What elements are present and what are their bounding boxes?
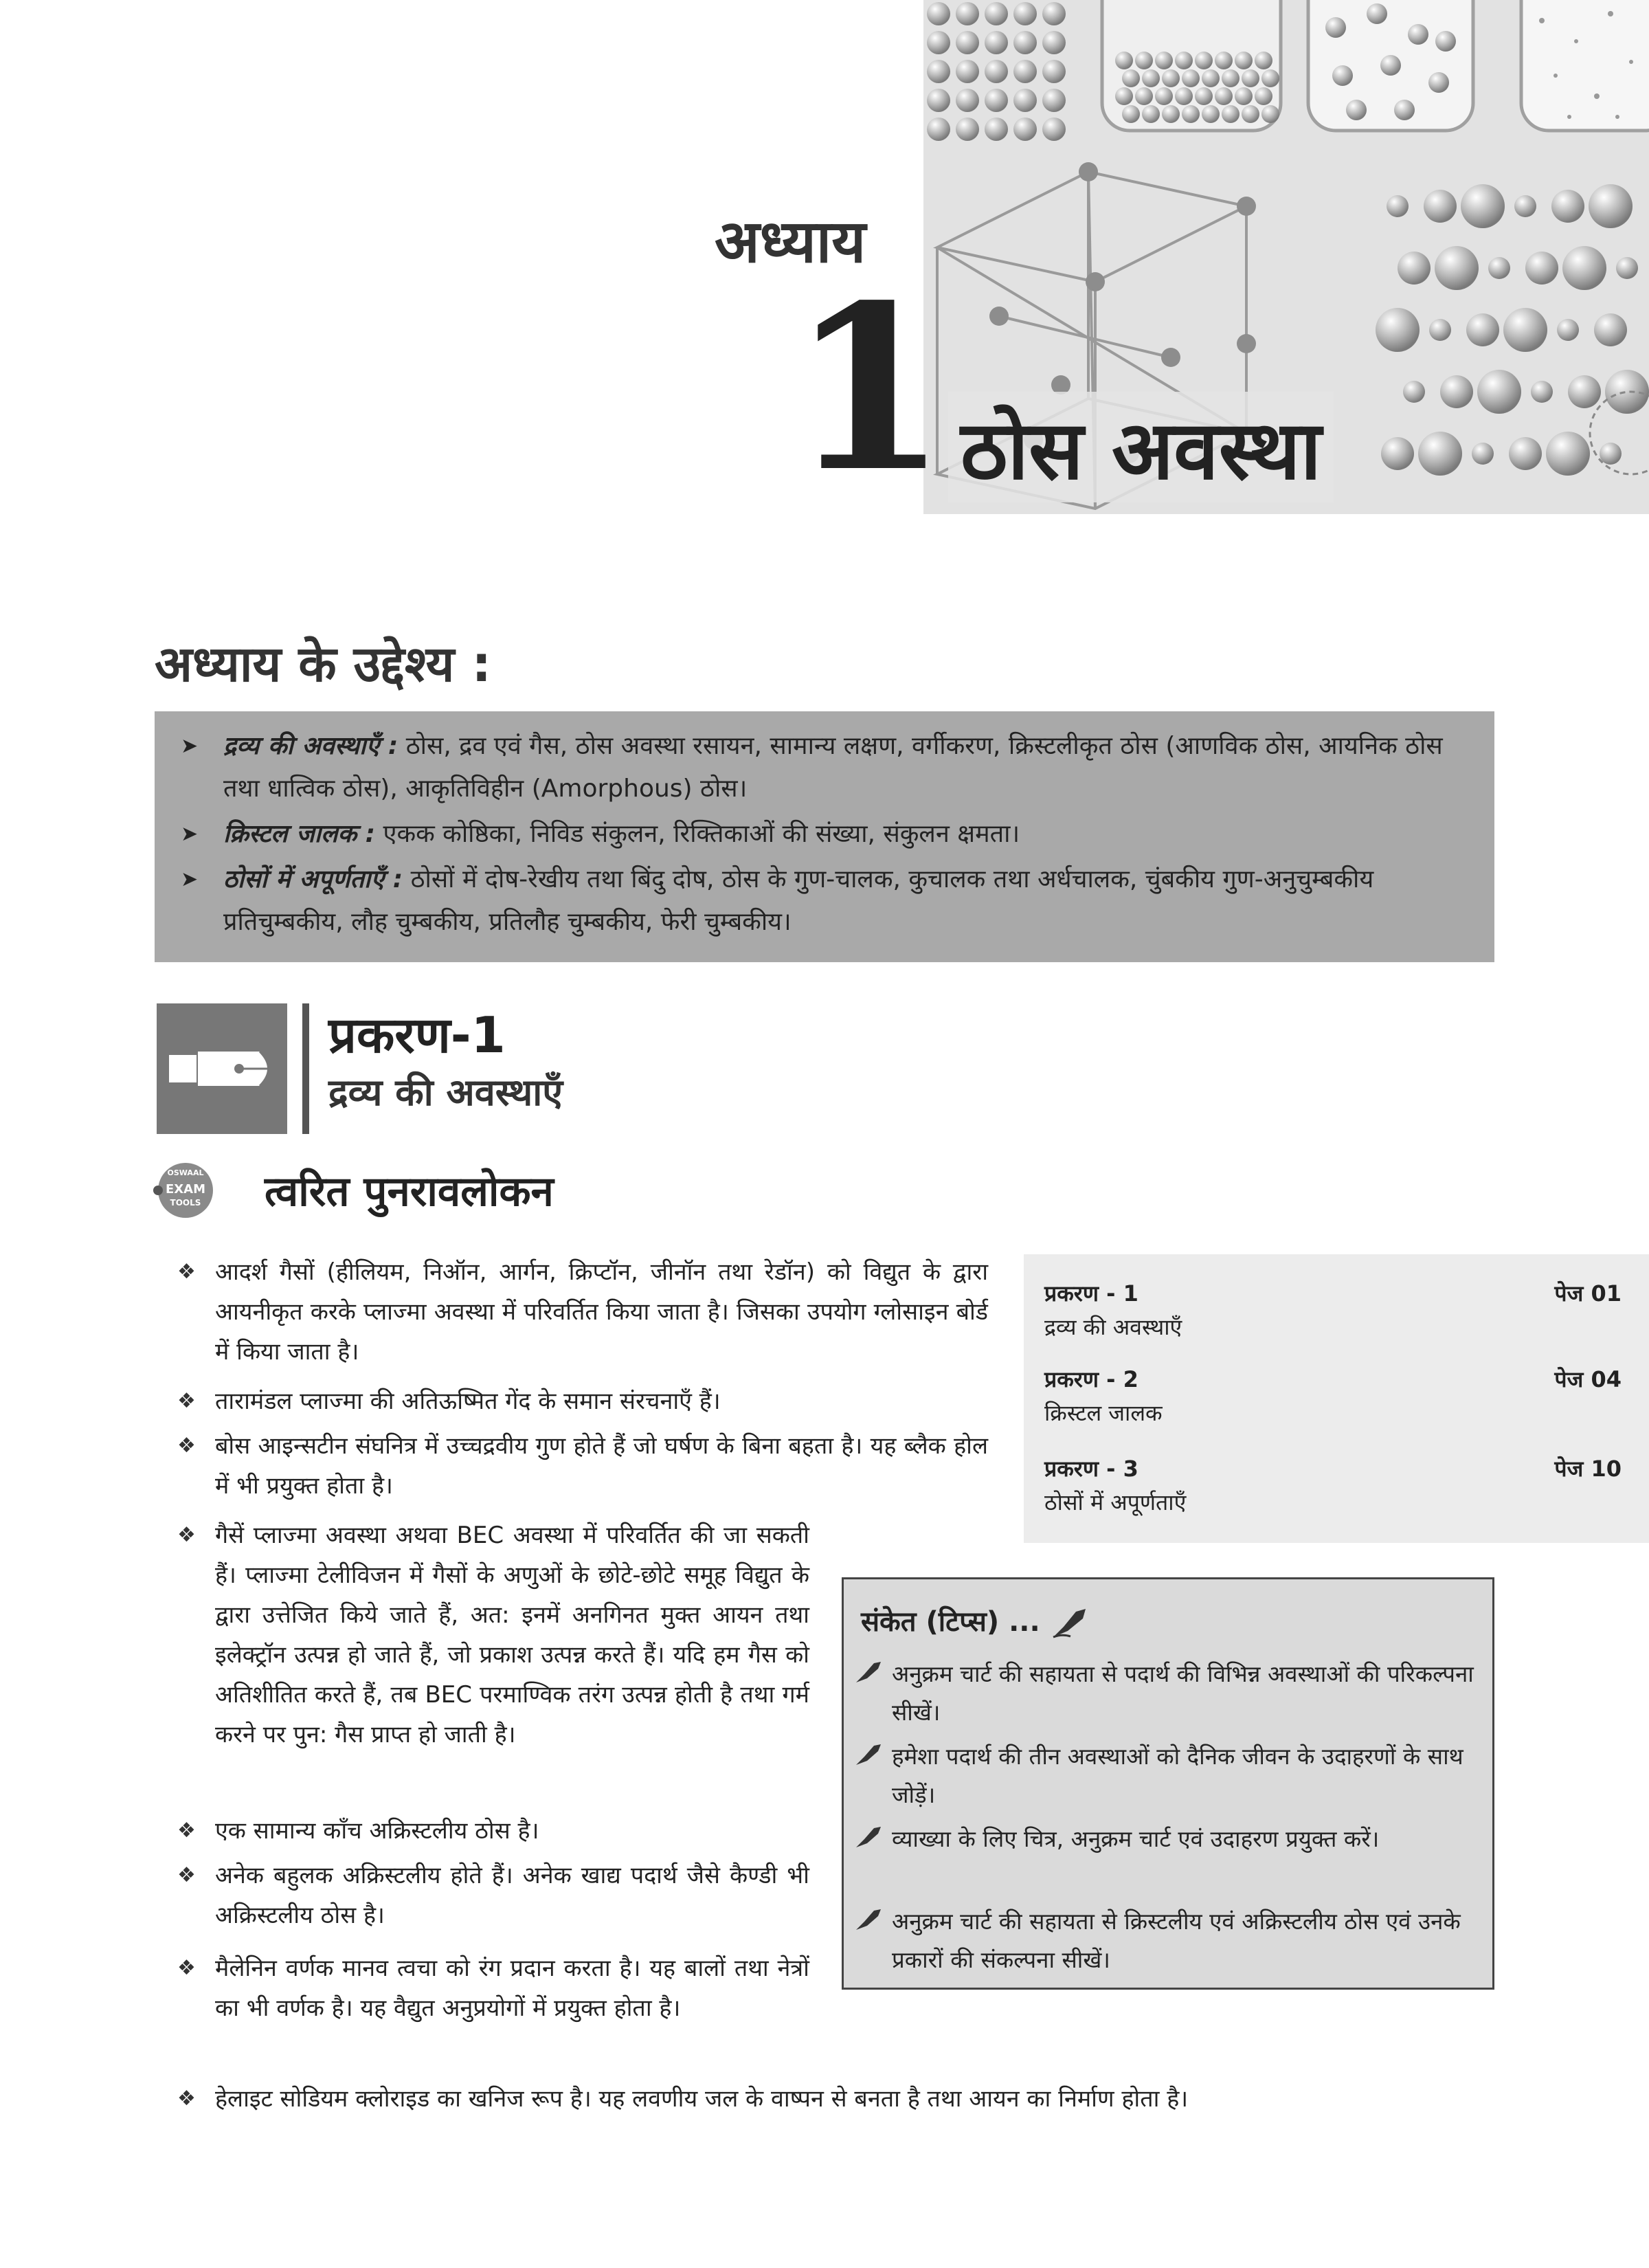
chapter-label: अध्याय [715, 208, 866, 276]
objective-item [168, 725, 1474, 810]
review-bullet [177, 1426, 988, 1506]
decorative-sphere [1403, 381, 1425, 403]
decorative-sphere [1562, 246, 1606, 290]
oswaal-exam-tools-logo [151, 1155, 220, 1223]
decorative-sphere [956, 118, 979, 141]
decorative-sphere [1376, 308, 1420, 352]
decorative-sphere [1557, 319, 1579, 341]
decorative-sphere [1616, 257, 1638, 279]
decorative-sphere [1182, 69, 1200, 87]
decorative-sphere [1509, 437, 1542, 470]
decorative-sphere [1195, 52, 1213, 69]
decorative-sphere [1418, 432, 1462, 476]
decorative-sphere [1435, 246, 1479, 290]
decorative-sphere [1261, 69, 1279, 87]
diamond-bullet-icon: ❖ [177, 1260, 196, 1284]
objective-text: एकक कोष्ठिका, निविड संकुलन, रिक्तिकाओं की संख्या, संकुलन क्षमता। [375, 820, 1020, 848]
decorative-sphere [985, 31, 1008, 54]
review-bullet [177, 1948, 809, 2028]
review-bullet [177, 1381, 988, 1421]
objectives-box [155, 711, 1494, 962]
decorative-sphere [985, 60, 1008, 83]
decorative-sphere [1215, 52, 1233, 69]
decorative-sphere [985, 2, 1008, 25]
objective-label: क्रिस्टल जालक : [223, 820, 376, 848]
decorative-sphere [1115, 52, 1133, 69]
review-bullet [177, 2079, 1551, 2119]
chapter-title: ठोस अवस्था [948, 392, 1334, 502]
decorative-sphere [1380, 55, 1401, 76]
section-subtitle: द्रव्य की अवस्थाएँ [328, 1071, 563, 1114]
decorative-sphere [1175, 87, 1193, 105]
logo-text-middle: EXAM [165, 1182, 206, 1197]
decorative-sphere [1042, 89, 1066, 112]
pen-bullet-icon [853, 1742, 884, 1769]
index-entry [1044, 1454, 1622, 1517]
pen-bullet-icon [853, 1824, 884, 1852]
fountain-pen-nib-icon [157, 1003, 287, 1134]
decorative-sphere [1042, 60, 1066, 83]
decorative-sphere [1162, 105, 1180, 123]
objective-label: ठोसों में अपूर्णताएँ : [223, 865, 403, 893]
decorative-sphere [927, 60, 950, 83]
decorative-sphere [1531, 381, 1553, 403]
decorative-sphere [1215, 87, 1233, 105]
pen-icon [1050, 1606, 1091, 1641]
decorative-sphere [1440, 375, 1473, 408]
decorative-sphere [1408, 24, 1428, 45]
arrow-bullet-icon: ➤ [181, 867, 199, 891]
decorative-sphere [1222, 69, 1239, 87]
decorative-sphere [1503, 308, 1547, 352]
index-page: पेज 01 [1554, 1280, 1622, 1307]
decorative-sphere [1381, 437, 1414, 470]
decorative-sphere [956, 31, 979, 54]
decorative-sphere [927, 118, 950, 141]
decorative-sphere [1461, 184, 1505, 228]
decorative-sphere [1042, 118, 1066, 141]
decorative-sphere [1202, 105, 1220, 123]
decorative-sphere [1398, 252, 1431, 285]
decorative-sphere [1488, 257, 1510, 279]
review-bullet-text: आदर्श गैसों (हीलियम, निऑन, आर्गन, क्रिप्टॉन, जीनॉन तथा रेडॉन) को विद्युत के द्वारा आयनीकृत करके प्लाज्मा अवस्था में परिवर्तित किया जाता है। जिसका उपयोग ग्लोसाइन बोर्ड में किया जाता है। [215, 1258, 988, 1366]
review-bullet-text: गैसें प्लाज्मा अवस्था अथवा BEC अवस्था में परिवर्तित की जा सकती हैं। प्लाज्मा टेलीविजन में गैसों के अणुओं के छोटे-छोटे समूह विद्युत के द्वारा उत्तेजित किये जाते हैं, अत: इनमें अनगिनत मुक्त आयन तथा इलेक्ट्रॉन उत्पन्न हो जाते हैं, जो प्रकाश उत्पन्न करते हैं। यदि हम गैस को अतिशीतित करते हैं, तब BEC परमाण्विक तरंग उत्पन्न होती है तथा गर्म करने पर पुन: गैस प्राप्त हो जाती है। [215, 1522, 809, 1748]
decorative-sphere [1428, 72, 1449, 93]
tip-text: हमेशा पदार्थ की तीन अवस्थाओं को दैनिक जीवन के उदाहरणों के साथ जोड़ें। [892, 1743, 1463, 1808]
decorative-sphere [1142, 105, 1160, 123]
review-bullet [177, 1252, 988, 1372]
index-topic-name: ठोसों में अपूर्णताएँ [1044, 1489, 1187, 1515]
decorative-sphere [1589, 184, 1633, 228]
decorative-sphere [1387, 195, 1409, 217]
decorative-sphere [1594, 313, 1627, 346]
review-bullet-text: अनेक बहुलक अक्रिस्टलीय होते हैं। अनेक खाद्य पदार्थ जैसे कैण्डी भी अक्रिस्टलीय ठोस है। [215, 1862, 809, 1929]
index-topic: प्रकरण - 2 [1044, 1366, 1138, 1392]
tip-text: व्याख्या के लिए चित्र, अनुक्रम चार्ट एवं उदाहरण प्रयुक्त करें। [892, 1825, 1380, 1852]
decorative-sphere [1514, 195, 1536, 217]
decorative-sphere [985, 89, 1008, 112]
decorative-sphere [1394, 100, 1415, 120]
decorative-sphere [1122, 105, 1140, 123]
decorative-sphere [927, 2, 950, 25]
decorative-sphere [956, 2, 979, 25]
decorative-sphere [1013, 31, 1037, 54]
index-page: पेज 04 [1554, 1366, 1622, 1392]
decorative-sphere [1255, 52, 1272, 69]
decorative-sphere [1525, 252, 1558, 285]
decorative-sphere [1122, 69, 1140, 87]
decorative-sphere [1175, 52, 1193, 69]
decorative-sphere [1242, 69, 1259, 87]
decorative-sphere [1013, 2, 1037, 25]
decorative-sphere [985, 118, 1008, 141]
decorative-sphere [1115, 87, 1133, 105]
decorative-sphere [1325, 17, 1346, 38]
section-divider [302, 1003, 309, 1134]
diamond-bullet-icon: ❖ [177, 2087, 196, 2111]
decorative-sphere [1042, 31, 1066, 54]
section-title: प्रकरण-1 [328, 1006, 506, 1064]
logo-text-bottom: TOOLS [170, 1198, 201, 1208]
decorative-sphere [1429, 319, 1451, 341]
objective-item [168, 858, 1474, 944]
decorative-sphere [1142, 69, 1160, 87]
review-bullet-text: हेलाइट सोडियम क्लोराइड का खनिज रूप है। यह लवणीय जल के वाष्पन से बनता है तथा आयन का निर्माण होता है। [215, 2085, 1189, 2113]
decorative-sphere [1472, 443, 1494, 465]
decorative-sphere [1235, 87, 1253, 105]
topic-index-box [1024, 1254, 1649, 1543]
decorative-sphere [1477, 370, 1521, 414]
decorative-sphere [927, 31, 950, 54]
decorative-sphere [1367, 3, 1387, 24]
index-topic-name: क्रिस्टल जालक [1044, 1400, 1163, 1426]
objective-text: ठोसों में दोष-रेखीय तथा बिंदु दोष, ठोस के गुण-चालक, कुचालक तथा अर्धचालक, चुंबकीय गुण-अनुचुम्बकीय प्रतिचुम्बकीय, लौह चुम्बकीय, प्रतिलौह चुम्बकीय, फेरी चुम्बकीय। [223, 865, 1374, 936]
tip-text: अनुक्रम चार्ट की सहायता से क्रिस्टलीय एवं अक्रिस्टलीय ठोस एवं उनके प्रकारों की संकल्पना सीखें। [892, 1908, 1461, 1973]
decorative-sphere [1042, 2, 1066, 25]
review-bullet-text: मैलेनिन वर्णक मानव त्वचा को रंग प्रदान करता है। यह बालों तथा नेत्रों का भी वर्णक है। यह वैद्युत अनुप्रयोगों में प्रयुक्त होता है। [215, 1955, 809, 2022]
decorative-sphere [1222, 105, 1239, 123]
decorative-sphere [1235, 52, 1253, 69]
quick-review-title: त्वरित पुनरावलोकन [265, 1168, 554, 1216]
objective-item [168, 813, 1474, 856]
diamond-bullet-icon: ❖ [177, 1956, 196, 1980]
index-topic: प्रकरण - 1 [1044, 1280, 1138, 1307]
decorative-sphere [1424, 190, 1457, 223]
tips-title-text: संकेत (टिप्स) ... [861, 1606, 1040, 1638]
decorative-sphere [1135, 87, 1153, 105]
decorative-sphere [1013, 118, 1037, 141]
tip-text: अनुक्रम चार्ट की सहायता से पदार्थ की विभिन्न अवस्थाओं की परिकल्पना सीखें। [892, 1660, 1474, 1726]
decorative-sphere [1013, 89, 1037, 112]
arrow-bullet-icon: ➤ [181, 734, 199, 758]
decorative-sphere [1135, 52, 1153, 69]
decorative-sphere [1261, 105, 1279, 123]
objectives-heading: अध्याय के उद्देश्य : [155, 635, 492, 693]
review-bullet [177, 1856, 809, 1935]
decorative-sphere [1162, 69, 1180, 87]
decorative-sphere [1242, 105, 1259, 123]
diamond-bullet-icon: ❖ [177, 1389, 196, 1413]
diamond-bullet-icon: ❖ [177, 1819, 196, 1843]
tip-item [892, 1820, 1476, 1858]
review-bullet-text: बोस आइन्सटीन संघनित्र में उच्चद्रवीय गुण होते हैं जो घर्षण के बिना बहता है। यह ब्लैक होल में भी प्रयुक्त होता है। [215, 1432, 988, 1500]
decorative-sphere [1346, 100, 1367, 120]
decorative-sphere [1551, 190, 1584, 223]
objective-text: ठोस, द्रव एवं गैस, ठोस अवस्था रसायन, सामान्य लक्षण, वर्गीकरण, क्रिस्टलीकृत ठोस (आणविक ठोस, आयनिक ठोस तथा धात्विक ठोस), आकृतिविहीन (Amorphous) ठोस। [223, 732, 1443, 803]
logo-text-top: OSWAAL [167, 1168, 204, 1177]
index-entry [1044, 1364, 1622, 1427]
tips-box [842, 1577, 1494, 1990]
decorative-sphere [1155, 52, 1173, 69]
decorative-sphere [1195, 87, 1213, 105]
tip-item [892, 1737, 1476, 1814]
decorative-sphere [927, 89, 950, 112]
decorative-sphere [1605, 370, 1649, 414]
review-bullet [177, 1515, 809, 1755]
decorative-sphere [1600, 443, 1622, 465]
review-bullet-text: एक सामान्य काँच अक्रिस्टलीय ठोस है। [215, 1817, 539, 1845]
chapter-number: 1 [790, 255, 948, 522]
pen-bullet-icon [853, 1659, 884, 1687]
decorative-sphere [1332, 65, 1353, 86]
decorative-sphere [1255, 87, 1272, 105]
pen-bullet-icon [853, 1906, 884, 1934]
decorative-sphere [1202, 69, 1220, 87]
review-bullet [177, 1811, 809, 1851]
objective-label: द्रव्य की अवस्थाएँ : [223, 732, 399, 760]
tips-title [861, 1601, 1091, 1641]
tip-item [892, 1902, 1476, 1979]
decorative-sphere [956, 89, 979, 112]
diamond-bullet-icon: ❖ [177, 1863, 196, 1887]
arrow-bullet-icon: ➤ [181, 822, 199, 846]
decorative-sphere [1182, 105, 1200, 123]
index-topic: प्रकरण - 3 [1044, 1456, 1138, 1482]
tip-item [892, 1655, 1476, 1732]
decorative-sphere [1155, 87, 1173, 105]
decorative-sphere [956, 60, 979, 83]
decorative-sphere [1435, 31, 1456, 52]
decorative-sphere [1546, 432, 1590, 476]
index-topic-name: द्रव्य की अवस्थाएँ [1044, 1314, 1182, 1340]
decorative-sphere [1568, 375, 1601, 408]
diamond-bullet-icon: ❖ [177, 1434, 196, 1458]
index-page: पेज 10 [1554, 1456, 1622, 1482]
diamond-bullet-icon: ❖ [177, 1523, 196, 1547]
decorative-sphere [1013, 60, 1037, 83]
decorative-sphere [1466, 313, 1499, 346]
index-entry [1044, 1278, 1622, 1342]
review-bullet-text: तारामंडल प्लाज्मा की अतिऊष्मित गेंद के समान संरचनाएँ हैं। [215, 1388, 721, 1415]
